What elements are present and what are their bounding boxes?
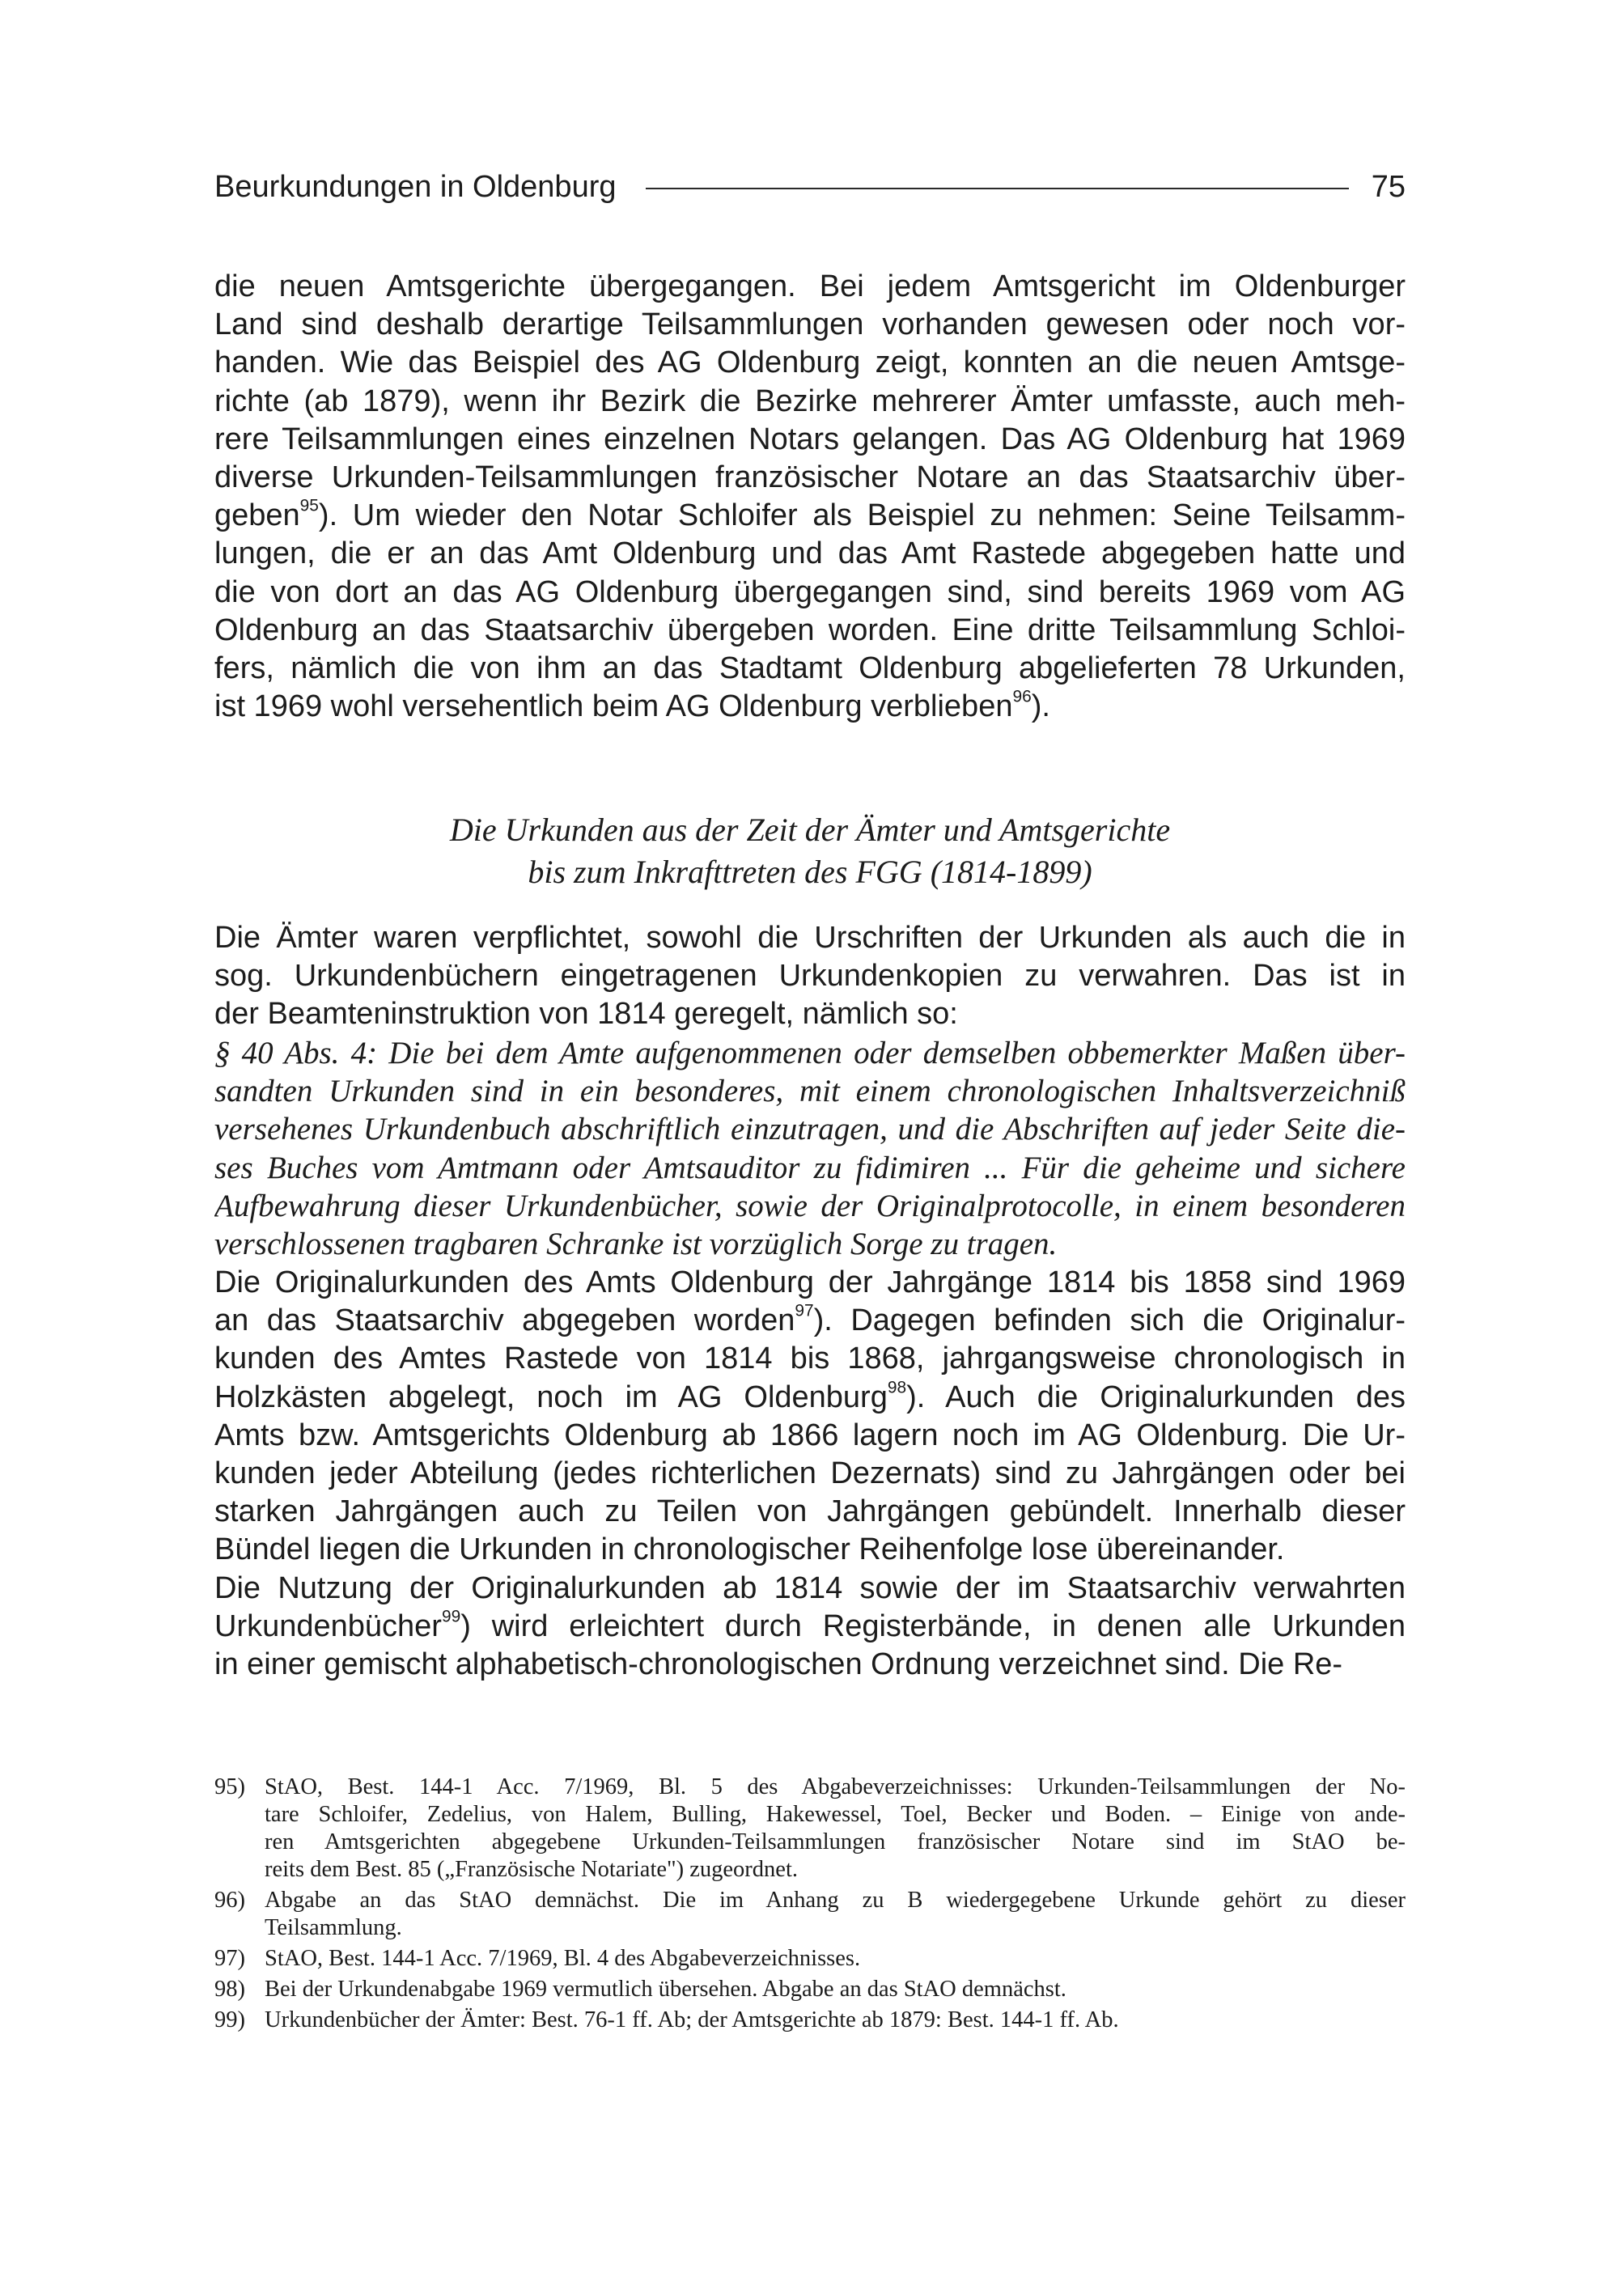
text-line: richte (ab 1879), wenn ihr Bezirk die Bezirke mehrerer Ämter umfasste, auch meh- [214,384,1406,418]
text-segment: ). Dagegen befinden sich die Originalur- [813,1303,1406,1338]
section-heading-line: bis zum Inkrafttreten des FGG (1814-1899) [528,854,1092,890]
text-line: sandten Urkunden sind in ein besonderes, mit einem chronologischen Inhaltsverzeichniß [214,1074,1406,1109]
text-line: in einer gemischt alphabetisch-chronologischen Ordnung verzeichnet sind. Die Re- [214,1647,1343,1682]
body-paragraph-2 [214,919,1406,1034]
footnote-text [265,1774,1406,1884]
text-line [214,688,1406,726]
footnote-text [265,1887,1406,1942]
text-line: fers, nämlich die von ihm an das Stadtamt Oldenburg abgelieferten 78 Urkunden, [214,651,1406,685]
footnote-number: 95) [214,1774,245,1799]
text-line: verschlossenen tragbaren Schranke ist vorzüglich Sorge zu tragen. [214,1226,1058,1261]
footnote-line: tare Schloifer, Zedelius, von Halem, Bulling, Hakewessel, Toel, Becker und Boden. – Einige von ande- [265,1802,1406,1827]
text-segment: ). Auch die Originalurkunden des [906,1380,1406,1414]
text-segment: an das Staatsarchiv abgegeben worden [214,1303,795,1338]
footnote-number: 99) [214,2007,245,2032]
footnote-text [265,2007,1406,2034]
body-paragraph-3 [214,1264,1406,1570]
text-line: lungen, die er an das Amt Oldenburg und das Amt Rastede abgegeben hatte und [214,536,1406,571]
text-line [214,1608,1406,1646]
text-segment: ). Um wieder den Notar Schloifer als Beispiel zu nehmen: Seine Teilsamm- [318,498,1406,533]
body-paragraph-1 [214,268,1406,726]
text-segment: geben [214,498,300,533]
text-line: die von dort an das AG Oldenburg übergegangen sind, sind bereits 1969 vom AG [214,574,1406,609]
text-line: kunden jeder Abteilung (jedes richterlichen Dezernats) sind zu Jahrgängen oder bei [214,1456,1406,1490]
text-line: sog. Urkundenbüchern eingetragenen Urkundenkopien zu verwahren. Das ist in [214,959,1406,994]
footnote-line: StAO, Best. 144-1 Acc. 7/1969, Bl. 4 des Abgabeverzeichnisses. [265,1946,861,1971]
text-line: ses Buches vom Amtmann oder Amtsauditor zu fidimiren ... Für die geheime und sichere [214,1150,1406,1185]
footnote-text [265,1976,1406,2003]
text-line: Die Nutzung der Originalurkunden ab 1814 sowie der im Staatsarchiv verwahrten [214,1571,1406,1605]
text-line: Oldenburg an das Staatsarchiv übergeben worden. Eine dritte Teilsammlung Schloi- [214,612,1406,647]
footnote-marker: 96 [1012,688,1032,706]
page-number: 75 [1371,169,1406,204]
footnote-line: Abgabe an das StAO demnächst. Die im Anhang zu B wiedergegebene Urkunde gehört zu dieser [265,1888,1406,1913]
footnote-line: reits dem Best. 85 („Französische Notariate") zugeordnet. [265,1857,798,1882]
footnote-number: 96) [214,1888,245,1913]
text-line [214,1379,1406,1417]
text-line: § 40 Abs. 4: Die bei dem Amte aufgenommenen oder demselben obbemerkter Maßen über- [214,1036,1406,1070]
footnote-number: 98) [214,1977,245,2002]
footnote-line: Bei der Urkundenabgabe 1969 vermutlich übersehen. Abgabe an das StAO demnächst. [265,1977,1066,2002]
footnote [214,1774,1406,1884]
running-title: Beurkundungen in Oldenburg [214,169,617,204]
text-line: Aufbewahrung dieser Urkundenbücher, sowie der Originalprotocolle, in einem besonderen [214,1188,1406,1223]
block-quote [214,1034,1406,1263]
header-rule [646,188,1349,189]
footnote [214,1887,1406,1942]
footnote [214,2007,1406,2034]
footnote-line: Teilsammlung. [265,1915,402,1940]
footnote-marker: 98 [887,1378,907,1397]
text-segment: Urkundenbücher [214,1609,442,1644]
text-segment: Holzkästen abgelegt, noch im AG Oldenburg [214,1380,888,1414]
body-paragraph-4 [214,1570,1406,1685]
text-line: starken Jahrgängen auch zu Teilen von Jahrgängen gebündelt. Innerhalb dieser [214,1494,1406,1529]
text-line: der Beamteninstruktion von 1814 geregelt, nämlich so: [214,997,958,1032]
footnote-marker: 95 [299,497,319,515]
footnote-marker: 97 [795,1302,814,1320]
footnote-number: 97) [214,1946,245,1971]
text-segment: ) wird erleichtert durch Registerbände, in denen alle Urkunden [460,1609,1406,1644]
text-line: Die Ämter waren verpflichtet, sowohl die Urschriften der Urkunden als auch die in [214,921,1406,955]
text-line: Land sind deshalb derartige Teilsammlungen vorhanden gewesen oder noch vor- [214,307,1406,342]
footnote [214,1976,1406,2003]
text-line: die neuen Amtsgerichte übergegangen. Bei jedem Amtsgericht im Oldenburger [214,269,1406,303]
text-line: Amts bzw. Amtsgerichts Oldenburg ab 1866 lagern noch im AG Oldenburg. Die Ur- [214,1418,1406,1452]
section-heading [214,809,1406,893]
text-line: kunden des Amtes Rastede von 1814 bis 1868, jahrgangsweise chronologisch in [214,1341,1406,1376]
text-line: diverse Urkunden-Teilsammlungen französischer Notare an das Staatsarchiv über- [214,460,1406,494]
footnote-marker: 99 [441,1608,461,1626]
footnotes [214,1774,1406,2037]
text-line: handen. Wie das Beispiel des AG Oldenburg zeigt, konnten an die neuen Amtsge- [214,345,1406,380]
text-line: Bündel liegen die Urkunden in chronologischer Reihenfolge lose übereinander. [214,1532,1285,1567]
footnote [214,1945,1406,1973]
text-line: rere Teilsammlungen eines einzelnen Notars gelangen. Das AG Oldenburg hat 1969 [214,422,1406,456]
footnote-text [265,1945,1406,1973]
text-segment: ist 1969 wohl versehentlich beim AG Oldenburg verblieben [214,689,1013,724]
footnote-line: Urkundenbücher der Ämter: Best. 76-1 ff. Ab; der Amtsgerichte ab 1879: Best. 144-1 ff. Ab. [265,2007,1119,2032]
section-heading-line: Die Urkunden aus der Zeit der Ämter und Amtsgerichte [449,812,1171,848]
text-line: versehenes Urkundenbuch abschriftlich einzutragen, und die Abschriften auf jeder Seite die- [214,1112,1406,1147]
running-header [214,162,1406,212]
text-segment: ). [1031,689,1050,724]
text-line [214,497,1406,535]
text-line [214,1302,1406,1340]
footnote-line: StAO, Best. 144-1 Acc. 7/1969, Bl. 5 des Abgabeverzeichnisses: Urkunden-Teilsammlungen der No- [265,1774,1406,1799]
footnote-line: ren Amtsgerichten abgegebene Urkunden-Teilsammlungen französischer Notare sind im StAO be- [265,1829,1406,1854]
text-line: Die Originalurkunden des Amts Oldenburg der Jahrgänge 1814 bis 1858 sind 1969 [214,1265,1406,1299]
